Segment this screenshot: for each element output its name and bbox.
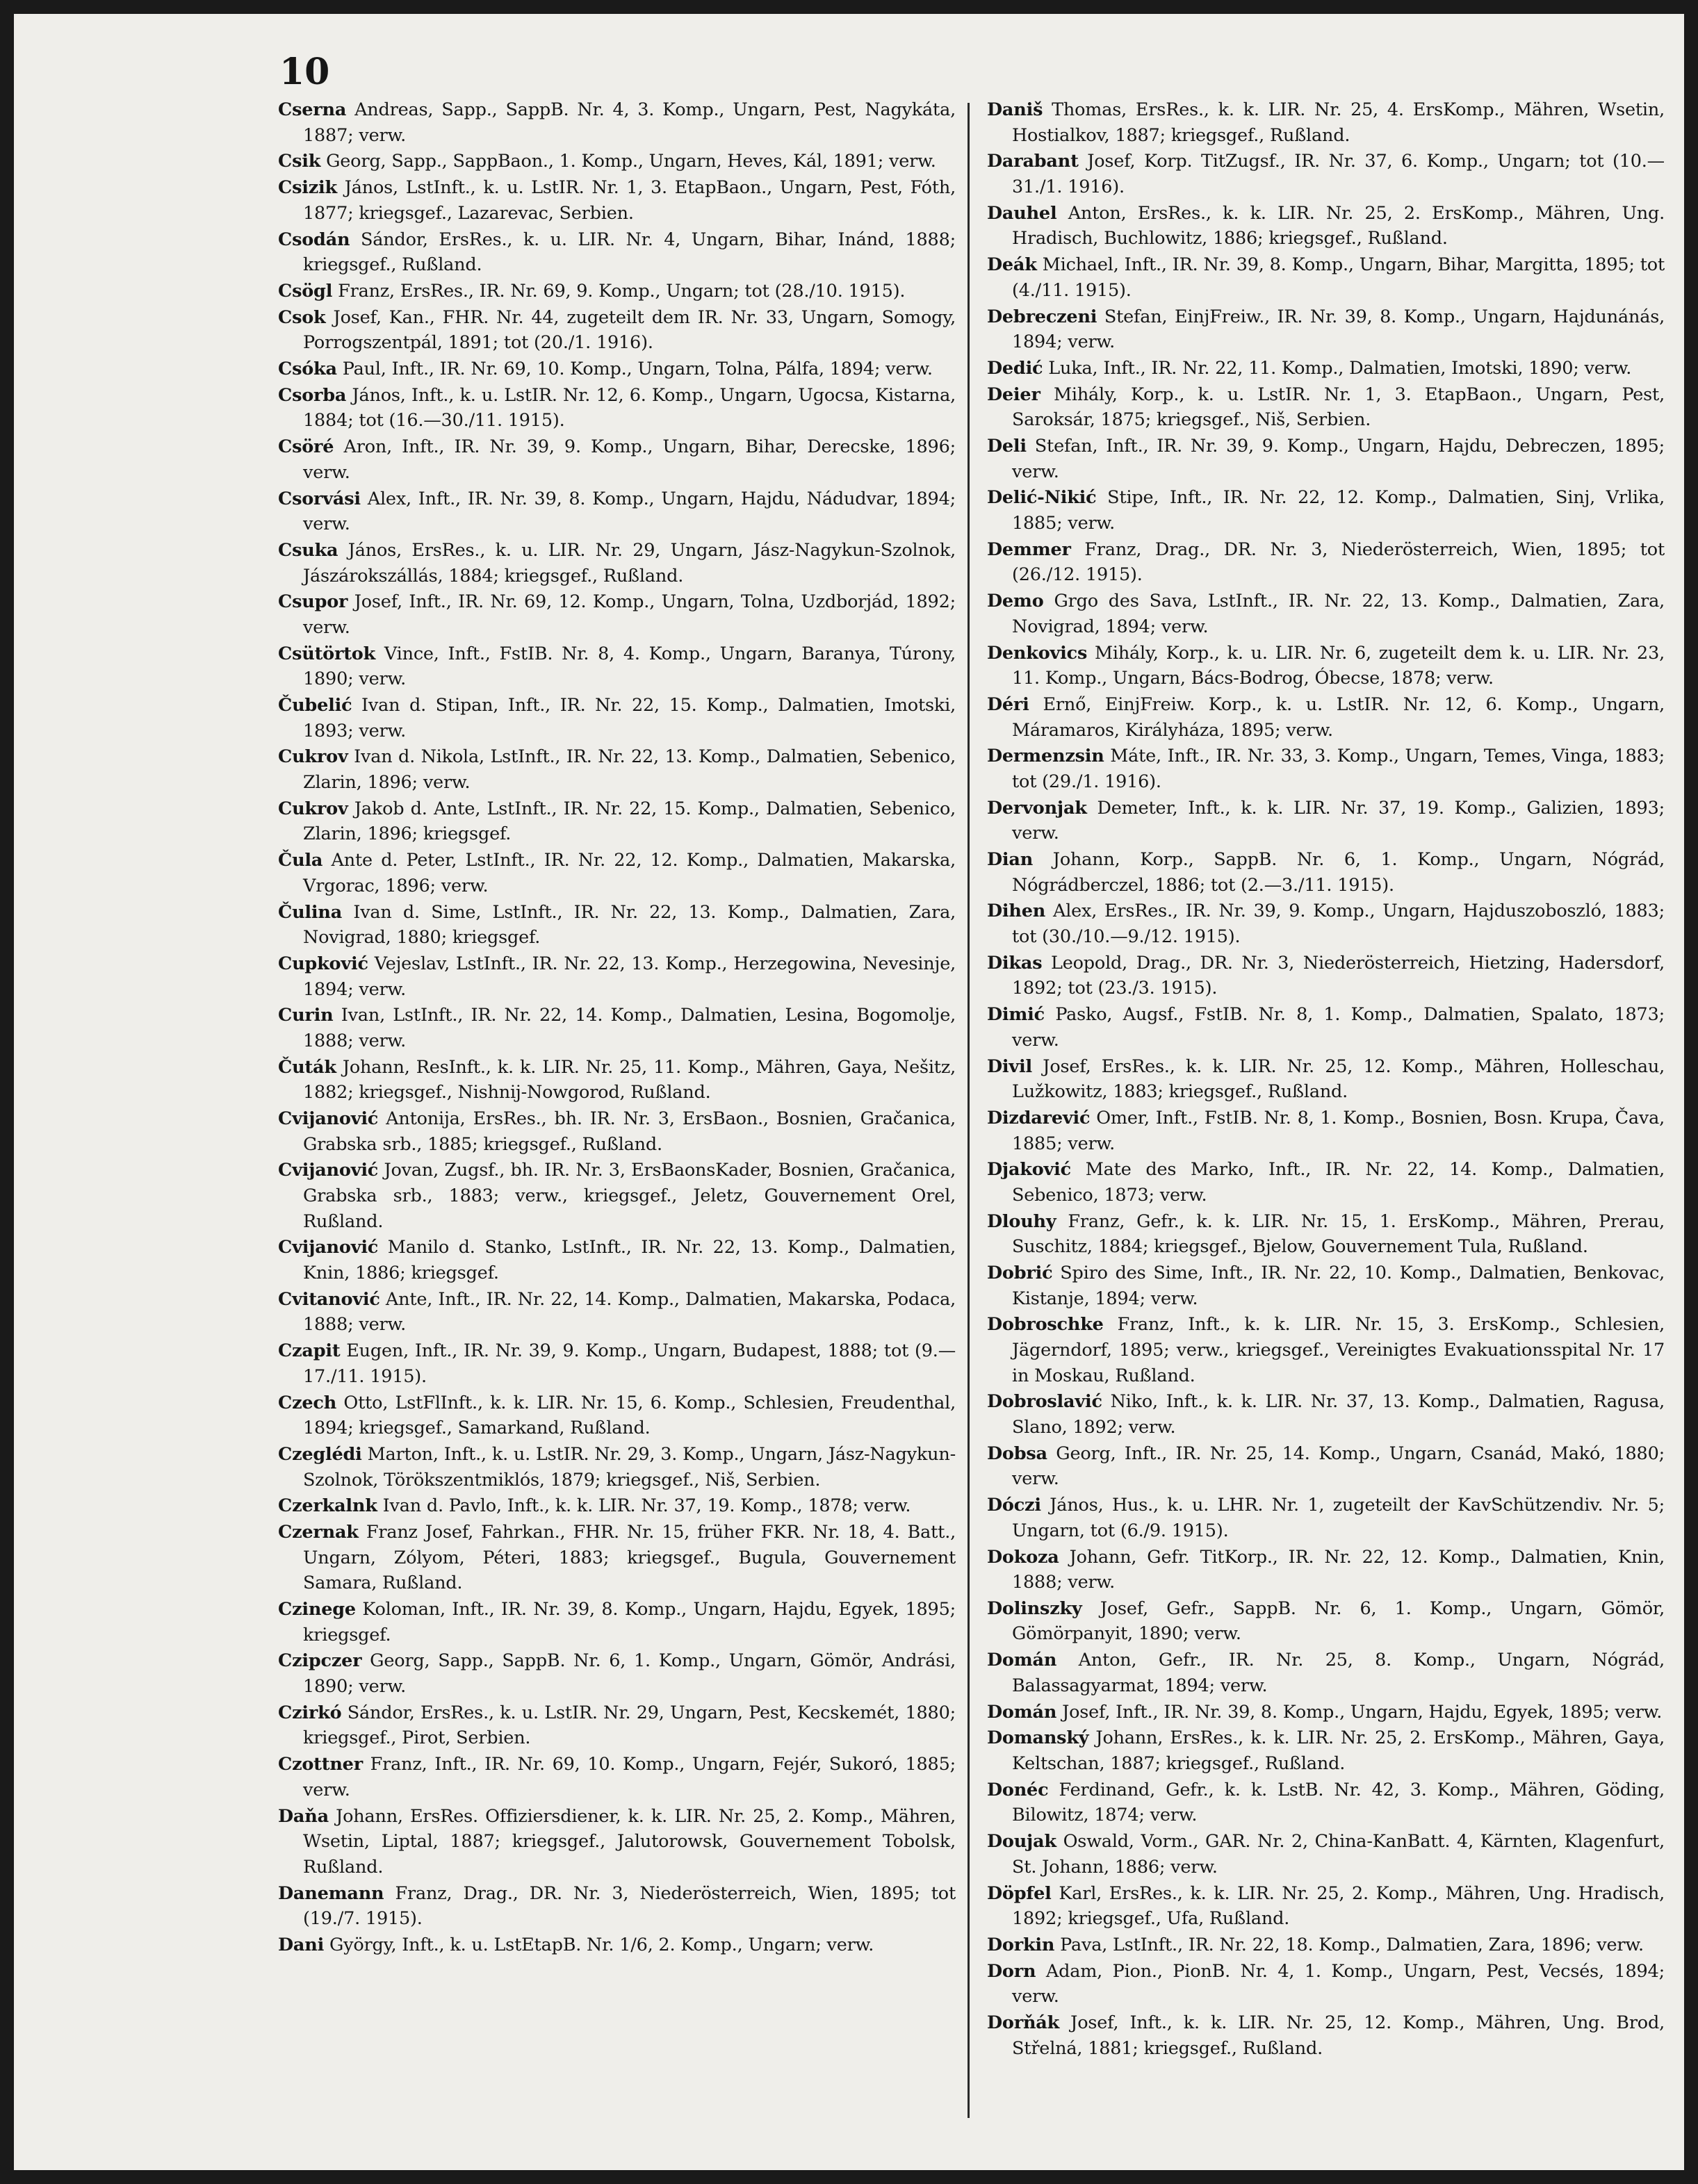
entry-details: Grgo des Sava, LstInft., IR. Nr. 22, 13. Komp., Dalmatien, Zara, Novigrad, 1894; verw. bbox=[1012, 591, 1665, 637]
list-item bbox=[987, 1725, 1665, 1776]
entry-details: Ante d. Peter, LstInft., IR. Nr. 22, 12. Komp., Dalmatien, Makarska, Vrgorac, 1896; verw. bbox=[303, 850, 956, 896]
list-item bbox=[987, 252, 1665, 303]
entry-details: Marton, Inft., k. u. LstIR. Nr. 29, 3. Komp., Ungarn, Jász-Nagykun-Szolnok, Törökszentmiklós, 1879; kriegsgef., Niš, Serbien. bbox=[303, 1443, 956, 1491]
list-item bbox=[987, 951, 1665, 1001]
entry-surname: Czerkalnk bbox=[278, 1495, 377, 1517]
entry-surname: Dian bbox=[987, 849, 1034, 871]
list-item bbox=[987, 1209, 1665, 1260]
entry-details: Franz, Drag., DR. Nr. 3, Niederösterreich, Wien, 1895; tot (19./7. 1915). bbox=[303, 1882, 956, 1930]
entry-details: Pava, LstInft., IR. Nr. 22, 18. Komp., Dalmatien, Zara, 1896; verw. bbox=[1054, 1934, 1644, 1955]
entry-details: Stefan, Inft., IR. Nr. 39, 9. Komp., Ungarn, Hajdu, Debreczen, 1895; verw. bbox=[1012, 436, 1665, 482]
left-column bbox=[278, 97, 956, 1959]
entry-surname: Csupor bbox=[278, 591, 348, 613]
entry-surname: Deli bbox=[987, 436, 1027, 457]
list-item bbox=[278, 227, 956, 278]
entry-details: Jovan, Zugsf., bh. IR. Nr. 3, ErsBaonsKader, Bosnien, Gračanica, Grabska srb., 1883; verw., kriegsgef., Jeletz, Gouvernement Orel, Rußland. bbox=[303, 1160, 956, 1232]
entry-details: Adam, Pion., PionB. Nr. 4, 1. Komp., Ungarn, Pest, Vecsés, 1894; verw. bbox=[1012, 1960, 1665, 2008]
entry-details: Sándor, ErsRes., k. u. LIR. Nr. 4, Ungarn, Bihar, Inánd, 1888; kriegsgef., Rußland. bbox=[303, 229, 956, 276]
entry-details: Oswald, Vorm., GAR. Nr. 2, China-KanBatt. 4, Kärnten, Klagenfurt, St. Johann, 1886; verw. bbox=[1012, 1831, 1665, 1878]
list-item bbox=[278, 693, 956, 744]
entry-details: Ivan d. Stipan, Inft., IR. Nr. 22, 15. Komp., Dalmatien, Imotski, 1893; verw. bbox=[303, 695, 956, 741]
entry-surname: Csok bbox=[278, 306, 326, 328]
list-item bbox=[278, 97, 956, 148]
entry-surname: Domán bbox=[987, 1701, 1057, 1723]
entry-surname: Denkovics bbox=[987, 642, 1088, 664]
entry-surname: Demo bbox=[987, 591, 1044, 612]
list-item bbox=[987, 898, 1665, 949]
list-item bbox=[278, 1804, 956, 1880]
entry-details: Josef, Inft., k. k. LIR. Nr. 25, 12. Komp., Mähren, Ung. Brod, Střelná, 1881; kriegsgef., Rußland. bbox=[1012, 2012, 1665, 2059]
entry-surname: Dikas bbox=[987, 952, 1043, 974]
list-item bbox=[987, 1441, 1665, 1492]
list-item bbox=[278, 900, 956, 951]
list-item bbox=[278, 848, 956, 898]
list-item bbox=[987, 382, 1665, 433]
entry-surname: Danemann bbox=[278, 1882, 384, 1904]
entry-details: Leopold, Drag., DR. Nr. 3, Niederösterreich, Hietzing, Hadersdorf, 1892; tot (23./3. 1915). bbox=[1012, 952, 1665, 999]
column-divider bbox=[968, 103, 970, 2118]
entry-details: Andreas, Sapp., SappB. Nr. 4, 3. Komp., Ungarn, Pest, Nagykáta, 1887; verw. bbox=[303, 99, 956, 146]
list-item bbox=[987, 1054, 1665, 1105]
list-item bbox=[278, 279, 956, 304]
entry-details: Stipe, Inft., IR. Nr. 22, 12. Komp., Dalmatien, Sinj, Vrlika, 1885; verw. bbox=[1012, 487, 1665, 534]
entry-surname: Csóka bbox=[278, 359, 337, 380]
entry-details: Ferdinand, Gefr., k. k. LstB. Nr. 42, 3. Komp., Mähren, Göding, Bilowitz, 1874; verw. bbox=[1012, 1779, 1665, 1826]
entry-surname: Csuka bbox=[278, 539, 338, 561]
entry-details: Spiro des Sime, Inft., IR. Nr. 22, 10. Komp., Dalmatien, Benkovac, Kistanje, 1894; verw. bbox=[1012, 1263, 1665, 1309]
entry-details: Eugen, Inft., IR. Nr. 39, 9. Komp., Ungarn, Budapest, 1888; tot (9.—17./11. 1915). bbox=[303, 1340, 956, 1387]
entry-details: Georg, Inft., IR. Nr. 25, 14. Komp., Ungarn, Csanád, Makó, 1880; verw. bbox=[1012, 1443, 1665, 1490]
entry-surname: Dóczi bbox=[987, 1495, 1041, 1516]
entry-surname: Darabant bbox=[987, 151, 1079, 172]
entry-surname: Dobsa bbox=[987, 1443, 1047, 1464]
entry-details: Ivan d. Nikola, LstInft., IR. Nr. 22, 13. Komp., Dalmatien, Sebenico, Zlarin, 1896; verw. bbox=[303, 746, 956, 794]
entry-details: Mate des Marko, Inft., IR. Nr. 22, 14. Komp., Dalmatien, Sebenico, 1873; verw. bbox=[1012, 1159, 1665, 1206]
list-item bbox=[987, 1261, 1665, 1311]
entry-surname: Dolinszky bbox=[987, 1598, 1082, 1619]
entry-details: Mihály, Korp., k. u. LIR. Nr. 6, zugeteilt dem k. u. LIR. Nr. 23, 11. Komp., Ungarn, Bács-Bodrog, Óbecse, 1878; verw. bbox=[1012, 642, 1665, 689]
entry-details: Paul, Inft., IR. Nr. 69, 10. Komp., Ungarn, Tolna, Pálfa, 1894; verw. bbox=[336, 359, 933, 380]
document-page bbox=[14, 14, 1684, 2170]
entry-surname: Curin bbox=[278, 1005, 334, 1026]
entry-details: Franz, ErsRes., IR. Nr. 69, 9. Komp., Ungarn; tot (28./10. 1915). bbox=[332, 280, 906, 302]
list-item bbox=[987, 847, 1665, 898]
list-item bbox=[987, 641, 1665, 691]
entry-details: Michael, Inft., IR. Nr. 39, 8. Komp., Ungarn, Bihar, Margitta, 1895; tot (4./11. 1915). bbox=[1012, 254, 1665, 301]
entry-surname: Dermenzsin bbox=[987, 746, 1104, 767]
list-item bbox=[987, 97, 1665, 148]
entry-details: Franz, Drag., DR. Nr. 3, Niederösterreich, Wien, 1895; tot (26./12. 1915). bbox=[1012, 539, 1665, 586]
entry-details: Johann, ResInft., k. k. LIR. Nr. 25, 11. Komp., Mähren, Gaya, Nešitz, 1882; kriegsgef., Nishnij-Nowgorod, Rußland. bbox=[303, 1056, 956, 1103]
list-item bbox=[987, 1545, 1665, 1595]
list-item bbox=[987, 1157, 1665, 1208]
entry-surname: Dorňák bbox=[987, 2012, 1060, 2034]
entry-details: Niko, Inft., k. k. LIR. Nr. 37, 13. Komp., Dalmatien, Ragusa, Slano, 1892; verw. bbox=[1012, 1391, 1665, 1438]
entry-details: Alex, Inft., IR. Nr. 39, 8. Komp., Ungarn, Hajdu, Nádudvar, 1894; verw. bbox=[303, 488, 956, 535]
entry-surname: Czipczer bbox=[278, 1650, 362, 1672]
entry-surname: Čulina bbox=[278, 901, 343, 923]
entry-surname: Czottner bbox=[278, 1754, 363, 1775]
entry-surname: Dani bbox=[278, 1934, 325, 1955]
entry-surname: Čubelić bbox=[278, 695, 352, 716]
entry-details: Alex, ErsRes., IR. Nr. 39, 9. Komp., Ungarn, Hajduszoboszló, 1883; tot (30./10.—9./12. 1915). bbox=[1012, 901, 1665, 947]
entry-surname: Demmer bbox=[987, 539, 1071, 560]
entry-surname: Djaković bbox=[987, 1159, 1071, 1181]
entry-surname: Deák bbox=[987, 254, 1037, 276]
page-number: 10 bbox=[279, 51, 330, 93]
list-item bbox=[987, 537, 1665, 588]
entry-details: Josef, ErsRes., k. k. LIR. Nr. 25, 12. Komp., Mähren, Holleschau, Lužkowitz, 1883; kriegsgef., Rußland. bbox=[1012, 1056, 1665, 1103]
entry-surname: Donéc bbox=[987, 1779, 1049, 1800]
entry-details: Franz, Gefr., k. k. LIR. Nr. 15, 1. ErsKomp., Mähren, Prerau, Suschitz, 1884; kriegsgef., Bjelow, Gouvernement Tula, Rußland. bbox=[1012, 1210, 1665, 1258]
entry-details: Demeter, Inft., k. k. LIR. Nr. 37, 19. Komp., Galizien, 1893; verw. bbox=[1012, 797, 1665, 844]
entry-surname: Cukrov bbox=[278, 746, 348, 768]
list-item bbox=[278, 589, 956, 640]
entry-details: Johann, Gefr. TitKorp., IR. Nr. 22, 12. Komp., Dalmatien, Knin, 1888; verw. bbox=[1012, 1546, 1665, 1593]
list-item bbox=[987, 1700, 1665, 1725]
list-item bbox=[278, 434, 956, 485]
list-item bbox=[278, 1390, 956, 1441]
entry-surname: Daňa bbox=[278, 1805, 329, 1827]
entry-surname: Čuták bbox=[278, 1056, 336, 1078]
entry-surname: Czech bbox=[278, 1392, 337, 1413]
entry-surname: Cvitanović bbox=[278, 1288, 380, 1310]
entry-surname: Déri bbox=[987, 693, 1029, 715]
list-item bbox=[987, 2010, 1665, 2061]
entry-surname: Dorkin bbox=[987, 1934, 1055, 1955]
entry-details: Josef, Inft., IR. Nr. 39, 8. Komp., Ungarn, Hajdu, Egyek, 1895; verw. bbox=[1056, 1701, 1663, 1723]
list-item bbox=[278, 744, 956, 795]
entry-surname: Csütörtok bbox=[278, 643, 376, 664]
entry-details: Johann, ErsRes., k. k. LIR. Nr. 25, 2. ErsKomp., Mähren, Gaya, Keltschan, 1887; kriegsgef., Rußland. bbox=[1012, 1727, 1665, 1774]
entry-details: Josef, Gefr., SappB. Nr. 6, 1. Komp., Ungarn, Gömör, Gömörpanyit, 1890; verw. bbox=[1012, 1598, 1665, 1645]
entry-details: Georg, Sapp., SappB. Nr. 6, 1. Komp., Ungarn, Gömör, Andrási, 1890; verw. bbox=[303, 1650, 956, 1698]
entry-details: Josef, Kan., FHR. Nr. 44, zugeteilt dem IR. Nr. 33, Ungarn, Somogy, Porrogszentpál, 1891; tot (20./1. 1916). bbox=[303, 306, 956, 354]
list-item bbox=[987, 1106, 1665, 1156]
entry-details: Manilo d. Stanko, LstInft., IR. Nr. 22, 13. Komp., Dalmatien, Knin, 1886; kriegsgef. bbox=[303, 1237, 956, 1284]
entry-surname: Dihen bbox=[987, 901, 1046, 922]
entry-surname: Cserna bbox=[278, 99, 347, 120]
entry-details: Franz, Inft., k. k. LIR. Nr. 15, 3. ErsKomp., Schlesien, Jägerndorf, 1895; verw., kriegsgef., Vereinigtes Evakuationsspital Nr. 17 in Moskau, Rußland. bbox=[1012, 1314, 1665, 1386]
entry-surname: Czeglédi bbox=[278, 1443, 362, 1465]
entry-details: Johann, ErsRes. Offiziersdiener, k. k. LIR. Nr. 25, 2. Komp., Mähren, Wsetin, Liptal, 1887; kriegsgef., Jalutorowsk, Gouvernement Tobolsk, Rußland. bbox=[303, 1805, 956, 1878]
entry-surname: Daniš bbox=[987, 99, 1043, 120]
entry-surname: Cvijanović bbox=[278, 1108, 379, 1130]
entry-details: Ivan d. Pavlo, Inft., k. k. LIR. Nr. 37, 19. Komp., 1878; verw. bbox=[377, 1495, 911, 1517]
entry-details: Aron, Inft., IR. Nr. 39, 9. Komp., Ungarn, Bihar, Derecske, 1896; verw. bbox=[303, 436, 956, 483]
list-item bbox=[987, 1881, 1665, 1932]
entry-details: Josef, Korp. TitZugsf., IR. Nr. 37, 6. Komp., Ungarn; tot (10.—31./1. 1916). bbox=[1012, 151, 1665, 197]
entry-surname: Dedić bbox=[987, 357, 1043, 379]
entry-details: Luka, Inft., IR. Nr. 22, 11. Komp., Dalmatien, Imotski, 1890; verw. bbox=[1043, 357, 1632, 379]
entry-surname: Dauhel bbox=[987, 202, 1057, 224]
entry-surname: Divil bbox=[987, 1056, 1032, 1077]
entry-surname: Czirkó bbox=[278, 1702, 342, 1723]
entry-details: Sándor, ErsRes., k. u. LstIR. Nr. 29, Ungarn, Pest, Kecskemét, 1880; kriegsgef., Pirot, Serbien. bbox=[303, 1702, 956, 1749]
entry-details: Mihály, Korp., k. u. LstIR. Nr. 1, 3. EtapBaon., Ungarn, Pest, Saroksár, 1875; kriegsgef., Niš, Serbien. bbox=[1012, 384, 1665, 431]
entry-details: Georg, Sapp., SappBaon., 1. Komp., Ungarn, Heves, Kál, 1891; verw. bbox=[320, 151, 936, 172]
entry-surname: Csorba bbox=[278, 384, 347, 406]
list-item bbox=[278, 641, 956, 692]
entry-details: Josef, Inft., IR. Nr. 69, 12. Komp., Ungarn, Tolna, Uzdborjád, 1892; verw. bbox=[303, 591, 956, 638]
entry-surname: Dizdarević bbox=[987, 1107, 1091, 1128]
entry-details: Stefan, EinjFreiw., IR. Nr. 39, 8. Komp., Ungarn, Hajdunánás, 1894; verw. bbox=[1012, 306, 1665, 353]
entry-details: Ernő, EinjFreiw. Korp., k. u. LstIR. Nr. 12, 6. Komp., Ungarn, Máramaros, Királyháza, 1895; verw. bbox=[1012, 693, 1665, 741]
list-item bbox=[278, 1648, 956, 1699]
list-item bbox=[987, 1648, 1665, 1698]
entry-details: Anton, ErsRes., k. k. LIR. Nr. 25, 2. ErsKomp., Mähren, Ung. Hradisch, Buchlowitz, 1886; kriegsgef., Rußland. bbox=[1012, 202, 1665, 249]
list-item bbox=[278, 1235, 956, 1286]
entry-details: Vejeslav, LstInft., IR. Nr. 22, 13. Komp., Herzegowina, Nevesinje, 1894; verw. bbox=[303, 953, 956, 1000]
entry-surname: Dervonjak bbox=[987, 797, 1087, 819]
list-item bbox=[987, 796, 1665, 846]
list-item bbox=[987, 149, 1665, 199]
entry-details: Otto, LstFlInft., k. k. LIR. Nr. 15, 6. Komp., Schlesien, Freudenthal, 1894; kriegsgef., Samarkand, Rußland. bbox=[303, 1392, 956, 1439]
list-item bbox=[987, 304, 1665, 355]
list-item bbox=[278, 1287, 956, 1338]
entry-surname: Dorn bbox=[987, 1960, 1036, 1982]
entry-details: Pasko, Augsf., FstIB. Nr. 8, 1. Komp., Dalmatien, Spalato, 1873; verw. bbox=[1012, 1004, 1665, 1051]
entry-surname: Csodán bbox=[278, 229, 350, 250]
list-item bbox=[987, 201, 1665, 252]
entry-details: Ivan, LstInft., IR. Nr. 22, 14. Komp., Dalmatien, Lesina, Bogomolje, 1888; verw. bbox=[303, 1005, 956, 1051]
entry-details: Ante, Inft., IR. Nr. 22, 14. Komp., Dalmatien, Makarska, Podaca, 1888; verw. bbox=[303, 1288, 956, 1336]
entry-surname: Debreczeni bbox=[987, 306, 1097, 327]
entry-details: Koloman, Inft., IR. Nr. 39, 8. Komp., Ungarn, Hajdu, Egyek, 1895; kriegsgef. bbox=[303, 1599, 956, 1645]
list-item bbox=[278, 383, 956, 434]
list-item bbox=[987, 356, 1665, 381]
list-item bbox=[987, 1389, 1665, 1440]
list-item bbox=[987, 1959, 1665, 2010]
list-item bbox=[987, 589, 1665, 639]
entry-surname: Dobroschke bbox=[987, 1314, 1104, 1336]
entry-details: Omer, Inft., FstIB. Nr. 8, 1. Komp., Bosnien, Bosn. Krupa, Čava, 1885; verw. bbox=[1012, 1107, 1665, 1154]
entry-surname: Cukrov bbox=[278, 798, 348, 819]
entry-surname: Domanský bbox=[987, 1727, 1089, 1749]
entry-details: Jakob d. Ante, LstInft., IR. Nr. 22, 15. Komp., Dalmatien, Sebenico, Zlarin, 1896; kriegsgef. bbox=[303, 798, 956, 845]
list-item bbox=[278, 1158, 956, 1234]
entry-surname: Dokoza bbox=[987, 1546, 1059, 1568]
list-item bbox=[987, 1777, 1665, 1828]
list-item bbox=[987, 744, 1665, 794]
entry-surname: Csizik bbox=[278, 177, 337, 199]
list-item bbox=[278, 1520, 956, 1596]
list-item bbox=[987, 1932, 1665, 1958]
list-item bbox=[278, 1932, 956, 1958]
list-item bbox=[987, 1002, 1665, 1053]
entry-details: Vince, Inft., FstIB. Nr. 8, 4. Komp., Ungarn, Baranya, Túrony, 1890; verw. bbox=[303, 643, 956, 690]
entry-surname: Domán bbox=[987, 1650, 1057, 1671]
list-item bbox=[278, 1493, 956, 1519]
entry-surname: Döpfel bbox=[987, 1882, 1052, 1904]
list-item bbox=[278, 1106, 956, 1157]
entry-details: János, Inft., k. u. LstIR. Nr. 12, 6. Komp., Ungarn, Ugocsa, Kistarna, 1884; tot (16.—30./11. 1915). bbox=[303, 384, 956, 432]
list-item bbox=[987, 692, 1665, 743]
entry-details: Antonija, ErsRes., bh. IR. Nr. 3, ErsBaon., Bosnien, Gračanica, Grabska srb., 1885; kriegsgef., Rußland. bbox=[303, 1108, 956, 1155]
entry-surname: Deier bbox=[987, 384, 1040, 405]
list-item bbox=[987, 1829, 1665, 1880]
entry-surname: Csöré bbox=[278, 436, 334, 458]
list-item bbox=[278, 305, 956, 356]
list-item bbox=[987, 1596, 1665, 1647]
entry-surname: Cvijanović bbox=[278, 1237, 379, 1258]
list-item bbox=[278, 1752, 956, 1803]
entry-details: Franz, Inft., IR. Nr. 69, 10. Komp., Ungarn, Fejér, Sukoró, 1885; verw. bbox=[303, 1754, 956, 1800]
entry-details: Johann, Korp., SappB. Nr. 6, 1. Komp., Ungarn, Nógrád, Nógrádberczel, 1886; tot (2.—3./11. 1915). bbox=[1012, 849, 1665, 896]
entry-details: Anton, Gefr., IR. Nr. 25, 8. Komp., Ungarn, Nógrád, Balassagyarmat, 1894; verw. bbox=[1012, 1650, 1665, 1696]
list-item bbox=[278, 149, 956, 174]
list-item bbox=[278, 486, 956, 537]
entry-surname: Delić-Nikić bbox=[987, 487, 1097, 509]
right-column bbox=[987, 97, 1665, 2062]
list-item bbox=[278, 951, 956, 1002]
entry-details: Thomas, ErsRes., k. k. LIR. Nr. 25, 4. ErsKomp., Mähren, Wsetin, Hostialkov, 1887; kriegsgef., Rußland. bbox=[1012, 99, 1665, 146]
entry-details: János, ErsRes., k. u. LIR. Nr. 29, Ungarn, Jász-Nagykun-Szolnok, Jászárokszállás, 1884; kriegsgef., Rußland. bbox=[303, 539, 956, 586]
entry-surname: Dimić bbox=[987, 1004, 1045, 1026]
list-item bbox=[278, 175, 956, 226]
entry-details: János, Hus., k. u. LHR. Nr. 1, zugeteilt der KavSchützendiv. Nr. 5; Ungarn, tot (6./9. 1915). bbox=[1012, 1495, 1665, 1541]
entry-surname: Dobroslavić bbox=[987, 1391, 1102, 1413]
entry-details: Ivan d. Sime, LstInft., IR. Nr. 22, 13. Komp., Dalmatien, Zara, Novigrad, 1880; kriegsgef. bbox=[303, 901, 956, 949]
entry-details: Karl, ErsRes., k. k. LIR. Nr. 25, 2. Komp., Mähren, Ung. Hradisch, 1892; kriegsgef., Ufa, Rußland. bbox=[1012, 1882, 1665, 1930]
entry-surname: Dobrić bbox=[987, 1263, 1053, 1284]
entry-surname: Čula bbox=[278, 850, 323, 871]
entry-surname: Csögl bbox=[278, 280, 333, 302]
list-item bbox=[278, 1700, 956, 1751]
list-item bbox=[278, 1338, 956, 1389]
list-item bbox=[278, 1881, 956, 1932]
list-item bbox=[987, 434, 1665, 484]
entry-surname: Czinege bbox=[278, 1599, 356, 1620]
entry-surname: Csorvási bbox=[278, 488, 361, 509]
entry-surname: Czapit bbox=[278, 1340, 341, 1362]
list-item bbox=[987, 1312, 1665, 1388]
list-item bbox=[278, 1003, 956, 1053]
list-item bbox=[278, 1597, 956, 1648]
list-item bbox=[278, 538, 956, 589]
entry-details: Franz Josef, Fahrkan., FHR. Nr. 15, früher FKR. Nr. 18, 4. Batt., Ungarn, Zólyom, Péteri, 1883; kriegsgef., Bugula, Gouvernement Samara, Rußland. bbox=[303, 1522, 956, 1594]
entry-surname: Cupković bbox=[278, 953, 368, 974]
entry-surname: Cvijanović bbox=[278, 1160, 379, 1181]
entry-details: Máte, Inft., IR. Nr. 33, 3. Komp., Ungarn, Temes, Vinga, 1883; tot (29./1. 1916). bbox=[1012, 746, 1665, 792]
list-item bbox=[987, 1493, 1665, 1543]
entry-details: János, LstInft., k. u. LstIR. Nr. 1, 3. EtapBaon., Ungarn, Pest, Fóth, 1877; kriegsgef., Lazarevac, Serbien. bbox=[303, 177, 956, 224]
entry-details: György, Inft., k. u. LstEtapB. Nr. 1/6, 2. Komp., Ungarn; verw. bbox=[324, 1934, 874, 1955]
list-item bbox=[278, 1442, 956, 1493]
entry-surname: Dlouhy bbox=[987, 1210, 1056, 1232]
entry-surname: Csik bbox=[278, 151, 321, 172]
list-item bbox=[278, 1055, 956, 1106]
entry-surname: Doujak bbox=[987, 1831, 1056, 1853]
list-item bbox=[278, 796, 956, 847]
list-item bbox=[278, 356, 956, 382]
entry-surname: Czernak bbox=[278, 1522, 359, 1543]
list-item bbox=[987, 485, 1665, 536]
